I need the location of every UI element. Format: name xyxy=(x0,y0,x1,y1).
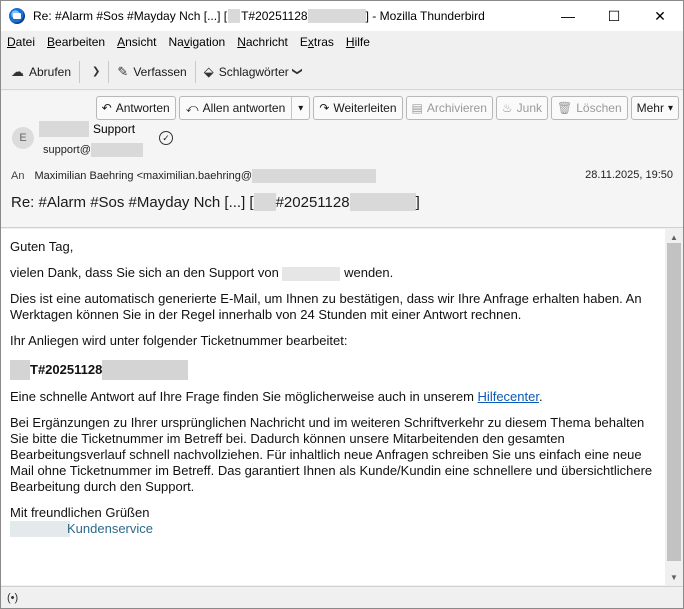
menu-navigation[interactable] xyxy=(168,35,225,49)
ticket-number: T#20251128 xyxy=(30,362,103,377)
archive-button[interactable] xyxy=(406,96,493,120)
title-bar xyxy=(1,1,683,31)
menu-label: igation xyxy=(189,35,226,49)
scroll-up-arrow[interactable]: ▲ xyxy=(670,232,678,242)
toolbar-separator xyxy=(79,61,80,83)
toolbar-separator xyxy=(108,61,109,83)
scroll-down-arrow[interactable]: ▼ xyxy=(670,572,678,582)
junk-label: Junk xyxy=(516,101,543,115)
forward-button[interactable] xyxy=(313,96,402,120)
thunderbird-app-icon xyxy=(9,8,25,24)
menu-label: earbeiten xyxy=(55,35,106,49)
tags-button[interactable] xyxy=(198,59,307,85)
get-mail-button[interactable] xyxy=(5,59,77,85)
sender-name-row xyxy=(39,121,135,137)
redacted-block xyxy=(102,360,188,380)
window-title-prefix: Re: #Alarm #Sos #Mayday Nch [...] [ xyxy=(33,9,228,23)
menu-label: E xyxy=(299,35,308,49)
auto-notice-paragraph: Dies ist eine automatisch generierte E-Mail, um Ihnen zu bestätigen, dass wir Ihre Anfrage erhalten haben. An Werktagen können Sie in der Regel innerhalb von 24 Stunden mit einer Antwort rechnen. xyxy=(10,291,642,322)
menu-label: ilfe xyxy=(354,35,370,49)
contact-icon[interactable]: ✓ xyxy=(159,131,173,145)
status-bar xyxy=(1,586,683,608)
tag-icon: ⬙ xyxy=(203,63,214,79)
redacted-block xyxy=(308,9,366,23)
help-suffix: . xyxy=(538,389,543,404)
sender-avatar: E xyxy=(12,127,34,149)
trash-icon: 🗑 xyxy=(557,101,573,115)
menu-mnemonic: A xyxy=(117,35,126,49)
redacted-block xyxy=(254,193,276,211)
online-status-icon[interactable]: (•) xyxy=(7,591,19,604)
message-body-content xyxy=(1,229,665,537)
pencil-icon: ✎ xyxy=(117,63,129,79)
closing-text: Mit freundlichen Grüßen xyxy=(10,505,150,520)
menu-ansicht[interactable] xyxy=(117,35,156,49)
message-actions xyxy=(93,96,679,120)
reply-all-icon: ⤺ xyxy=(185,100,199,115)
menu-mnemonic: v xyxy=(183,35,190,49)
menu-bar xyxy=(1,31,683,53)
cloud-download-icon: ☁ xyxy=(11,63,24,79)
reply-icon: ↶ xyxy=(101,101,112,115)
more-label: Mehr xyxy=(636,101,664,115)
delete-label: Löschen xyxy=(576,101,622,115)
help-prefix: Eine schnelle Antwort auf Ihre Frage finden Sie möglicherweise auch in unserem xyxy=(10,389,474,404)
close-button[interactable]: ✕ xyxy=(654,7,666,24)
message-subject xyxy=(11,193,420,211)
menu-mnemonic: H xyxy=(345,35,355,49)
sender-email[interactable]: support@ xyxy=(43,144,91,156)
delete-button[interactable] xyxy=(551,96,628,120)
menu-label: achricht xyxy=(245,35,288,49)
redacted-block xyxy=(10,521,70,537)
compose-label: Verfassen xyxy=(133,64,187,79)
recipient-address[interactable]: Maximilian Baehring <maximilian.baehring@ xyxy=(34,170,252,182)
compose-button[interactable] xyxy=(111,59,192,85)
ticket-intro-paragraph: Ihr Anliegen wird unter folgender Ticketnummer bearbeitet: xyxy=(10,333,348,348)
get-mail-label: Abrufen xyxy=(29,64,72,79)
archive-label: Archivieren xyxy=(426,101,487,115)
menu-datei[interactable] xyxy=(7,35,35,49)
menu-hilfe[interactable] xyxy=(346,35,370,49)
menu-mnemonic: D xyxy=(7,35,16,49)
thanks-suffix: wenden. xyxy=(344,265,394,280)
ticket-number-row xyxy=(10,359,657,381)
chevron-down-icon: ❯ xyxy=(92,66,101,77)
message-date: 28.11.2025, 19:50 xyxy=(585,169,673,181)
menu-label: nsicht xyxy=(125,35,157,49)
help-paragraph xyxy=(10,389,657,405)
body-scrollbar[interactable] xyxy=(665,229,683,585)
minimize-button[interactable]: — xyxy=(561,8,575,24)
window-title xyxy=(33,9,485,23)
maximize-button[interactable]: ☐ xyxy=(607,7,621,24)
signature-row xyxy=(10,521,657,537)
chevron-down-icon[interactable]: ▾ xyxy=(298,102,304,114)
to-label: An xyxy=(11,170,25,182)
forward-icon: ↷ xyxy=(319,101,330,115)
reply-label: Antworten xyxy=(115,101,170,115)
menu-label: tras xyxy=(313,35,334,49)
reply-all-label: Allen antworten xyxy=(202,101,286,115)
redacted-block xyxy=(39,121,89,137)
junk-button[interactable] xyxy=(496,96,548,120)
menu-mnemonic: B xyxy=(47,35,56,49)
menu-extras[interactable] xyxy=(300,35,334,49)
chevron-down-icon: ▾ xyxy=(667,102,673,114)
sender-name[interactable]: Support xyxy=(93,122,136,136)
redacted-block xyxy=(350,193,416,211)
subject-prefix: Re: #Alarm #Sos #Mayday Nch [...] [ xyxy=(11,193,254,211)
message-body xyxy=(1,229,665,585)
menu-label: Na xyxy=(168,35,184,49)
reply-all-button[interactable] xyxy=(179,96,311,120)
more-button[interactable] xyxy=(631,96,679,120)
greeting-text: Guten Tag, xyxy=(10,239,74,254)
flame-icon: ♨ xyxy=(501,101,513,115)
toolbar-separator xyxy=(195,61,196,83)
archive-icon: ▤ xyxy=(411,101,423,115)
redacted-block xyxy=(10,360,30,380)
help-center-link[interactable]: Hilfecenter xyxy=(477,389,539,404)
redacted-block xyxy=(91,143,143,157)
redacted-block xyxy=(228,9,240,23)
forward-label: Weiterleiten xyxy=(333,101,397,115)
tags-label: Schlagwörter xyxy=(218,64,289,79)
menu-bearbeiten[interactable] xyxy=(47,35,105,49)
menu-mnemonic: x xyxy=(307,35,314,49)
chevron-down-icon: ❯ xyxy=(291,67,303,76)
window-controls xyxy=(545,1,683,31)
followup-paragraph: Bei Ergänzungen zu Ihrer ursprünglichen Nachricht und im weiteren Schriftverkehr zu diesem Thema behalten Sie bitte die Ticketnummer im Betreff bei. Dadurch können unsere Mitarbeitenden den gesamten Bearbeitungsverlauf schnell nachvollziehen. Für inhaltlich neue Anfragen schreiben Sie uns einfach eine neue Mail ohne Ticketnummer im Betreff. Das garantiert Ihnen als Kunde/Kundin eine schnellere und übersichtlichere Bearbeitung durch den Support. xyxy=(10,415,653,494)
thanks-paragraph xyxy=(10,265,657,281)
subject-suffix: ] xyxy=(415,193,420,211)
menu-label: atei xyxy=(15,35,36,49)
sender-email-row xyxy=(43,143,143,157)
window-title-ticket: T#20251128 xyxy=(241,9,308,23)
redacted-block xyxy=(282,267,340,281)
reply-button[interactable] xyxy=(96,96,176,120)
main-toolbar xyxy=(1,54,683,90)
menu-nachricht[interactable] xyxy=(237,35,288,49)
window-title-suffix: ] - Mozilla Thunderbird xyxy=(365,9,485,23)
thanks-prefix: vielen Dank, dass Sie sich an den Support von xyxy=(10,265,279,280)
redacted-block xyxy=(252,169,376,183)
recipient-row xyxy=(11,169,376,183)
scrollbar-thumb[interactable] xyxy=(667,243,681,561)
get-mail-dropdown[interactable] xyxy=(82,59,106,85)
signature-team: Kundenservice xyxy=(67,521,153,536)
subject-ticket: #20251128 xyxy=(275,193,350,211)
menu-mnemonic: N xyxy=(237,35,246,49)
